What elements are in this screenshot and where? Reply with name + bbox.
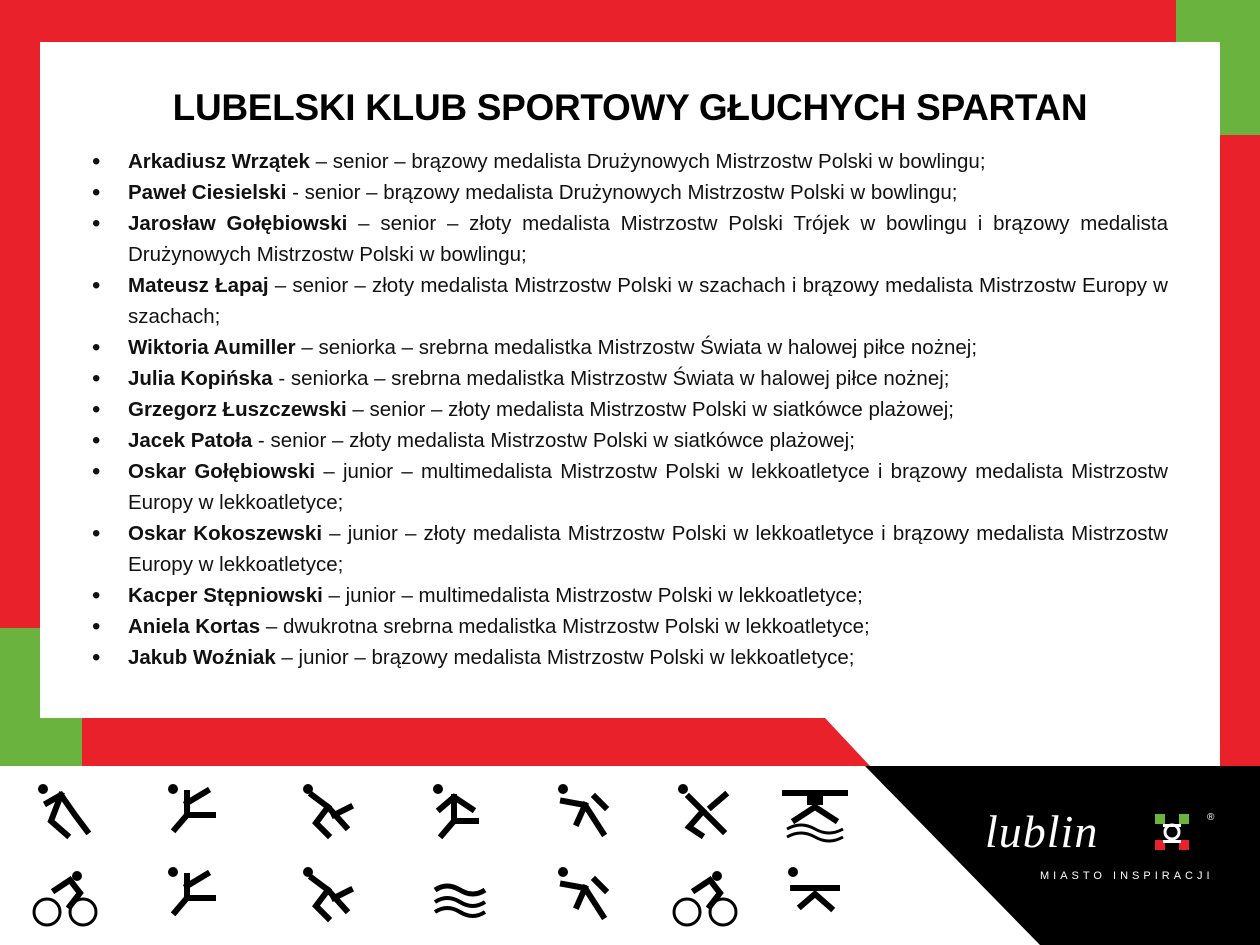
page-title: LUBELSKI KLUB SPORTOWY GŁUCHYCH SPARTAN [172, 86, 1088, 128]
athlete-description: – senior – złoty medalista Mistrzostw Polski w szachach i brązowy medalista Mistrzostw Europy w szachach; [128, 274, 1168, 328]
list-item [92, 394, 1168, 425]
athlete-description: – senior – brązowy medalista Drużynowych Mistrzostw Polski w bowlingu; [309, 150, 986, 173]
athlete-name: Jakub Woźniak [128, 646, 276, 669]
fencer-icon [303, 784, 350, 835]
sprinter-icon [168, 867, 213, 912]
athlete-description: – senior – złoty medalista Mistrzostw Polski Trójek w bowlingu i brązowy medalista Drużynowych Mistrzostw Polski w bowlingu; [128, 212, 1168, 266]
logo-wordmark: lublin [985, 806, 1099, 857]
athlete-name: Mateusz Łapaj [128, 274, 269, 297]
athlete-description: - seniorka – srebrna medalistka Mistrzostw Świata w halowej piłce nożnej; [272, 367, 950, 390]
cyclist-icon [34, 871, 96, 925]
hurdles-icon [168, 784, 213, 829]
athlete-name: Paweł Ciesielski [128, 181, 287, 204]
athlete-description: – junior – brązowy medalista Mistrzostw Polski w lekkoatletyce; [275, 646, 855, 669]
list-item [92, 270, 1168, 332]
kicker-icon [558, 784, 605, 833]
list-item [92, 363, 1168, 394]
list-item [92, 177, 1168, 208]
list-item [92, 580, 1168, 611]
athlete-description: – senior – złoty medalista Mistrzostw Polski w siatkówce plażowej; [346, 398, 954, 421]
athlete-description: – junior – multimedalista Mistrzostw Polski w lekkoatletyce i brązowy medalista Mistrzostw Europy w lekkoatletyce; [128, 460, 1168, 514]
list-item [92, 146, 1168, 177]
lublin-castle-icon [1155, 814, 1189, 850]
athlete-name: Jacek Patoła [128, 429, 253, 452]
athlete-description: – dwukrotna srebrna medalistka Mistrzostw Polski w lekkoatletyce; [260, 615, 870, 638]
athlete-name: Aniela Kortas [128, 615, 261, 638]
list-item [92, 456, 1168, 518]
registered-mark: ® [1207, 812, 1215, 823]
bike-icon [674, 871, 736, 925]
athlete-description: – junior – multimedalista Mistrzostw Polski w lekkoatletyce; [322, 584, 863, 607]
athlete-name: Julia Kopińska [128, 367, 273, 390]
list-item [92, 208, 1168, 270]
athlete-name: Wiktoria Aumiller [128, 336, 296, 359]
logo-tagline: MIASTO INSPIRACJI [1040, 870, 1214, 882]
list-item [92, 425, 1168, 456]
list-item [92, 332, 1168, 363]
athlete-name: Kacper Stępniowski [128, 584, 323, 607]
swimmer-icon [435, 886, 485, 916]
list-item [92, 642, 1168, 673]
kayak-icon [785, 793, 845, 841]
medalist-list [92, 146, 1168, 673]
rower-icon [788, 867, 837, 908]
jumper-icon [433, 784, 476, 835]
athlete-description: - senior – złoty medalista Mistrzostw Polski w siatkówce plażowej; [252, 429, 855, 452]
runner-icon [38, 784, 87, 835]
list-item [92, 611, 1168, 642]
athlete-name: Oskar Gołębiowski [128, 460, 316, 483]
athlete-name: Grzegorz Łuszczewski [128, 398, 347, 421]
high-jump-icon [303, 867, 350, 918]
skier-icon [558, 867, 605, 916]
list-item [92, 518, 1168, 580]
athlete-name: Jarosław Gołębiowski [128, 212, 348, 235]
sport-icons-row [0, 770, 870, 945]
volleyball-icon [678, 784, 725, 835]
athlete-description: – seniorka – srebrna medalistka Mistrzostw Świata w halowej piłce nożnej; [295, 336, 978, 359]
athlete-description: – junior – złoty medalista Mistrzostw Polski w lekkoatletyce i brązowy medalista Mistrzostw Europy w lekkoatletyce; [128, 522, 1168, 576]
athlete-description: - senior – brązowy medalista Drużynowych Mistrzostw Polski w bowlingu; [286, 181, 958, 204]
athlete-name: Oskar Kokoszewski [128, 522, 323, 545]
athlete-name: Arkadiusz Wrzątek [128, 150, 310, 173]
